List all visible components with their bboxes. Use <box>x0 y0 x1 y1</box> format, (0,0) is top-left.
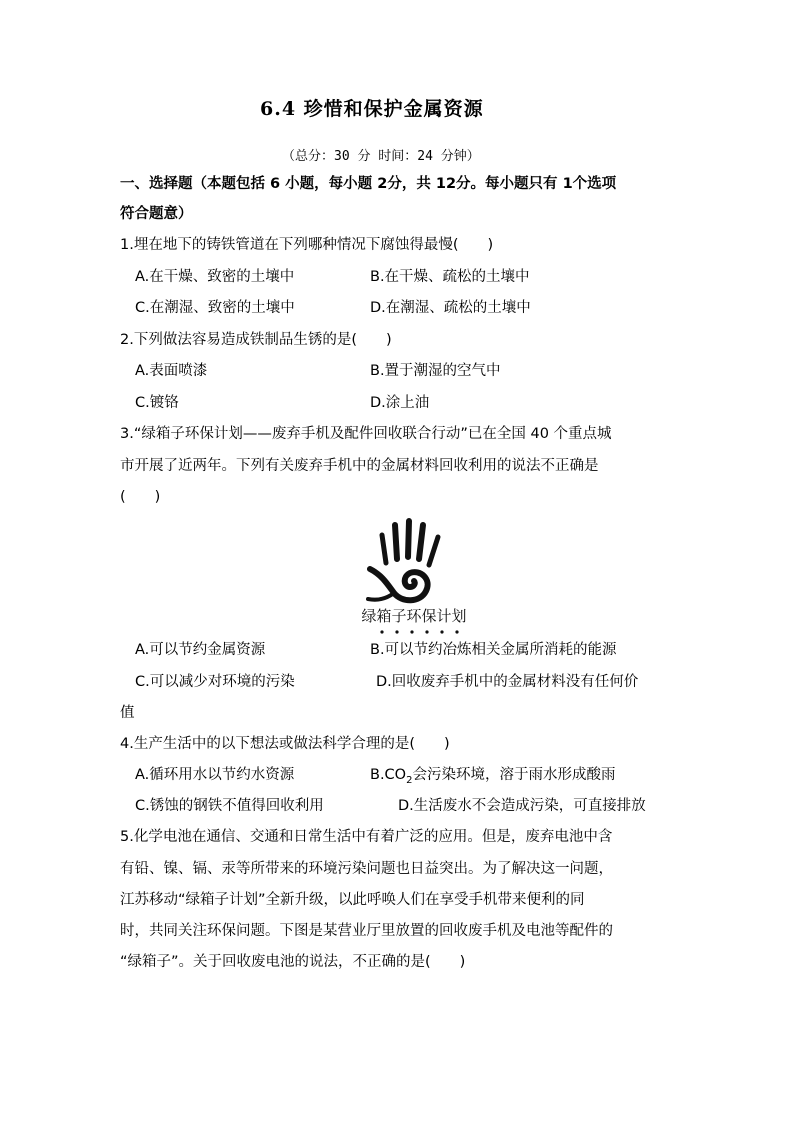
section-heading: 一、选择题（本题包括 6 小题，每小题 2分，共 12分。每小题只有 1个选项 <box>120 176 617 192</box>
section-heading-cont: 符合题意） <box>120 206 193 222</box>
question-2-stem: 2.下列做法容易造成铁制品生锈的是( ) <box>120 332 392 348</box>
logo-dots <box>380 630 458 633</box>
question-4-option-b-text: 会污染环境，溶于雨水形成酸雨 <box>412 767 616 783</box>
page-title: 6.4 珍惜和保护金属资源 <box>260 98 484 120</box>
question-4-option-b <box>370 768 615 786</box>
question-3-stem-cont: 市开展了近两年。下列有关废弃手机中的金属材料回收利用的说法不正确是 <box>120 458 599 474</box>
question-1-option-a: A.在干燥、致密的土壤中 <box>135 269 295 285</box>
question-4-stem: 4.生产生活中的以下想法或做法科学合理的是( ) <box>120 736 450 752</box>
question-1-option-b: B.在干燥、疏松的土壤中 <box>370 269 530 285</box>
question-5-line-3: 江苏移动“绿箱子计划”全新升级，以此呼唤人们在享受手机带来便利的同 <box>120 892 585 908</box>
question-3-stem: 3.“绿箱子环保计划——废弃手机及配件回收联合行动”已在全国 40 个重点城 <box>120 426 612 442</box>
question-2-option-b: B.置于潮湿的空气中 <box>370 363 501 379</box>
question-1-option-c: C.在潮湿、致密的土壤中 <box>135 300 295 316</box>
question-1-option-d: D.在潮湿、疏松的土壤中 <box>370 300 531 316</box>
question-2-option-d: D.涂上油 <box>370 395 430 411</box>
question-5-line-2: 有铅、镍、镉、汞等所带来的环境污染问题也日益突出。为了解决这一问题， <box>120 861 613 877</box>
question-1-stem: 1.埋在地下的铸铁管道在下列哪种情况下腐蚀得最慢( ) <box>120 237 494 253</box>
question-4-option-d: D.生活废水不会造成污染，可直接排放 <box>398 798 646 814</box>
question-3-option-d-cont: 值 <box>120 705 135 721</box>
green-box-logo <box>352 517 476 635</box>
question-3-stem-paren: ( ) <box>120 489 161 505</box>
question-3-option-d: D.回收废弃手机中的金属材料没有任何价 <box>376 674 639 690</box>
question-3-option-a: A.可以节约金属资源 <box>135 642 266 658</box>
co2-subscript: 2 <box>406 774 413 786</box>
question-3-option-b: B.可以节约冶炼相关金属所消耗的能源 <box>370 642 617 658</box>
exam-meta: （总分：30 分 时间：24 分钟） <box>282 149 480 164</box>
co2-formula: B.CO <box>370 767 407 783</box>
logo-caption: 绿箱子环保计划 <box>361 607 467 625</box>
question-4-option-a: A.循环用水以节约水资源 <box>135 767 295 783</box>
question-2-option-c: C.镀铬 <box>135 395 179 411</box>
question-2-option-a: A.表面喷漆 <box>135 363 208 379</box>
question-5-line-5: “绿箱子”。关于回收废电池的说法，不正确的是( ) <box>120 954 466 970</box>
question-3-option-c: C.可以减少对环境的污染 <box>135 674 295 690</box>
hand-icon <box>368 521 438 600</box>
question-4-option-c: C.锈蚀的钢铁不值得回收利用 <box>135 798 324 814</box>
question-5-line-4: 时，共同关注环保问题。下图是某营业厅里放置的回收废手机及电池等配件的 <box>120 923 613 939</box>
question-5-line-1: 5.化学电池在通信、交通和日常生活中有着广泛的应用。但是，废弃电池中含 <box>120 829 613 845</box>
